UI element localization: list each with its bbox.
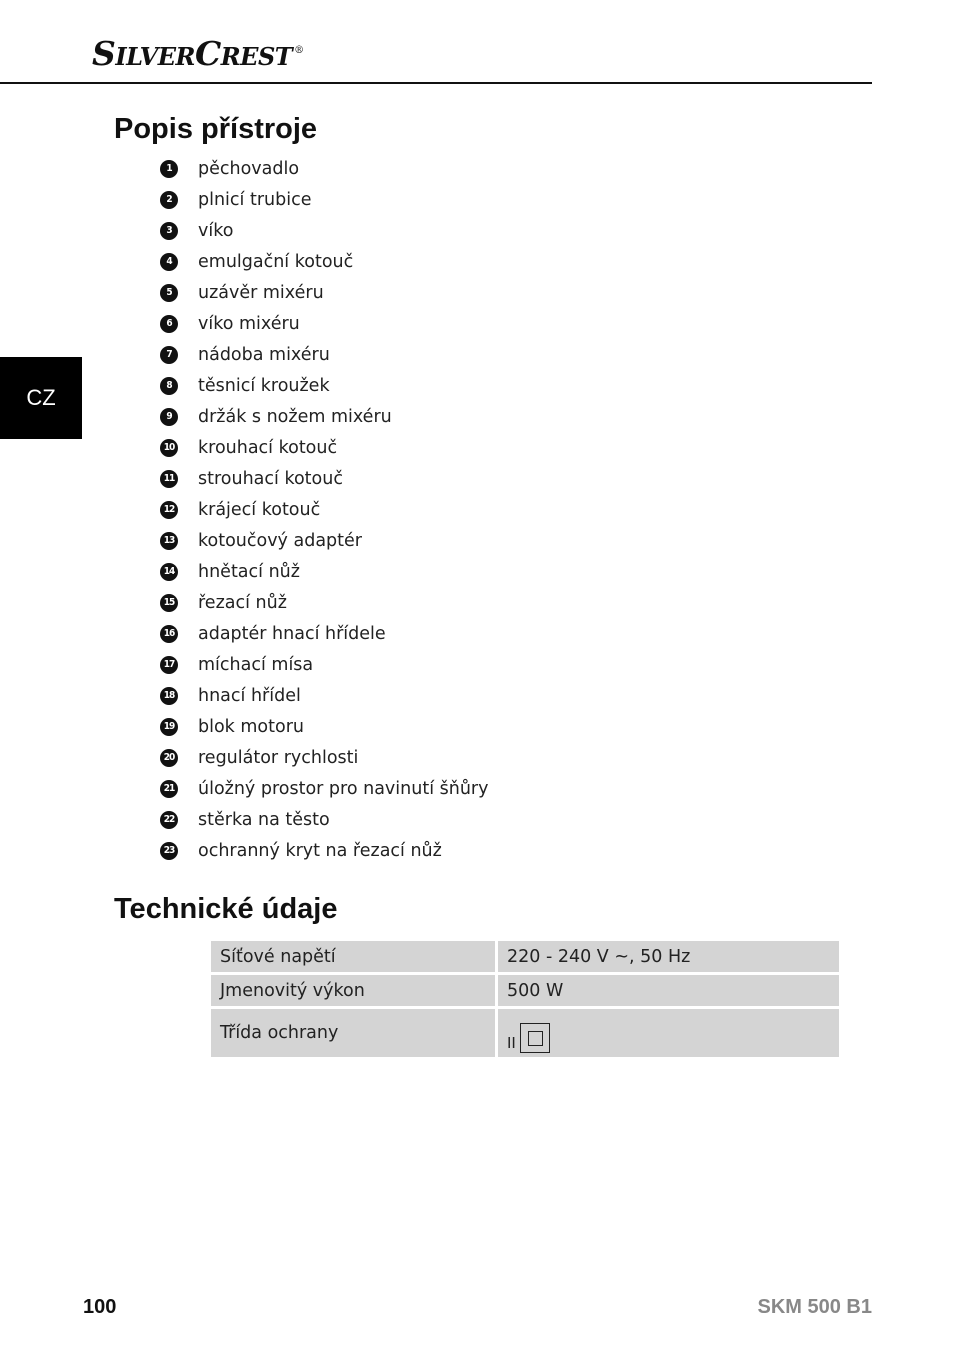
model-number: SKM 500 B1 <box>757 1296 872 1318</box>
list-item <box>160 680 488 711</box>
item-label: kotoučový adaptér <box>198 530 362 551</box>
spec-label: Jmenovitý výkon <box>211 975 498 1009</box>
list-item <box>160 618 488 649</box>
list-item <box>160 525 488 556</box>
parts-list <box>160 153 488 866</box>
item-label: stěrka na těsto <box>198 809 330 830</box>
section-title-parts: Popis přístroje <box>114 113 318 145</box>
list-item <box>160 401 488 432</box>
item-label: krouhací kotouč <box>198 437 338 458</box>
spec-value-cell <box>498 1009 839 1057</box>
list-item <box>160 742 488 773</box>
list-item <box>160 463 488 494</box>
list-item <box>160 556 488 587</box>
item-label: blok motoru <box>198 716 304 737</box>
item-label: krájecí kotouč <box>198 499 321 520</box>
item-label: adaptér hnací hřídele <box>198 623 386 644</box>
item-label: úložný prostor pro navinutí šňůry <box>198 778 489 799</box>
list-item <box>160 370 488 401</box>
list-item <box>160 494 488 525</box>
list-item <box>160 835 488 866</box>
item-number-badge: 18 <box>160 687 178 705</box>
list-item <box>160 804 488 835</box>
list-item <box>160 587 488 618</box>
item-number-badge: 12 <box>160 501 178 519</box>
header-rule <box>0 82 872 84</box>
item-number-badge: 2 <box>160 191 178 209</box>
item-number-badge: 10 <box>160 439 178 457</box>
spec-label: Síťové napětí <box>211 941 498 975</box>
table-row <box>211 941 839 975</box>
language-tab <box>0 357 82 439</box>
double-insulation-icon <box>520 1023 550 1053</box>
item-label: hnětací nůž <box>198 561 300 582</box>
item-label: ochranný kryt na řezací nůž <box>198 840 442 861</box>
item-label: pěchovadlo <box>198 158 300 179</box>
list-item <box>160 649 488 680</box>
item-label: míchací mísa <box>198 654 314 675</box>
list-item <box>160 339 488 370</box>
item-number-badge: 21 <box>160 780 178 798</box>
item-label: držák s nožem mixéru <box>198 406 392 427</box>
section-title-specs: Technické údaje <box>114 893 338 925</box>
item-number-badge: 1 <box>160 160 178 178</box>
item-label: řezací nůž <box>198 592 287 613</box>
page-number: 100 <box>83 1296 117 1318</box>
item-label: emulgační kotouč <box>198 251 354 272</box>
item-number-badge: 4 <box>160 253 178 271</box>
spec-value: 220 - 240 V ~, 50 Hz <box>498 941 839 975</box>
item-number-badge: 20 <box>160 749 178 767</box>
list-item <box>160 246 488 277</box>
table-row <box>211 1009 839 1057</box>
table-row <box>211 975 839 1009</box>
item-label: těsnicí kroužek <box>198 375 330 396</box>
item-number-badge: 23 <box>160 842 178 860</box>
item-number-badge: 19 <box>160 718 178 736</box>
item-label: uzávěr mixéru <box>198 282 324 303</box>
item-label: víko mixéru <box>198 313 300 334</box>
brand-logo: SILVERCREST ® <box>92 34 304 73</box>
item-number-badge: 15 <box>160 594 178 612</box>
item-number-badge: 5 <box>160 284 178 302</box>
list-item <box>160 184 488 215</box>
item-label: regulátor rychlosti <box>198 747 359 768</box>
list-item <box>160 308 488 339</box>
item-number-badge: 16 <box>160 625 178 643</box>
list-item <box>160 153 488 184</box>
item-number-badge: 9 <box>160 408 178 426</box>
protection-class-text: II <box>507 1034 516 1052</box>
item-number-badge: 11 <box>160 470 178 488</box>
item-number-badge: 6 <box>160 315 178 333</box>
item-number-badge: 22 <box>160 811 178 829</box>
specs-table <box>211 941 839 1057</box>
language-tab-label: CZ <box>26 385 56 410</box>
item-number-badge: 17 <box>160 656 178 674</box>
list-item <box>160 215 488 246</box>
list-item <box>160 773 488 804</box>
item-number-badge: 13 <box>160 532 178 550</box>
item-label: nádoba mixéru <box>198 344 330 365</box>
list-item <box>160 711 488 742</box>
item-number-badge: 14 <box>160 563 178 581</box>
item-label: strouhací kotouč <box>198 468 343 489</box>
item-label: víko <box>198 220 234 241</box>
item-label: hnací hřídel <box>198 685 301 706</box>
item-number-badge: 8 <box>160 377 178 395</box>
item-number-badge: 3 <box>160 222 178 240</box>
list-item <box>160 432 488 463</box>
list-item <box>160 277 488 308</box>
item-label: plnicí trubice <box>198 189 312 210</box>
item-number-badge: 7 <box>160 346 178 364</box>
spec-value: 500 W <box>498 975 839 1009</box>
spec-label: Třída ochrany <box>211 1009 498 1057</box>
